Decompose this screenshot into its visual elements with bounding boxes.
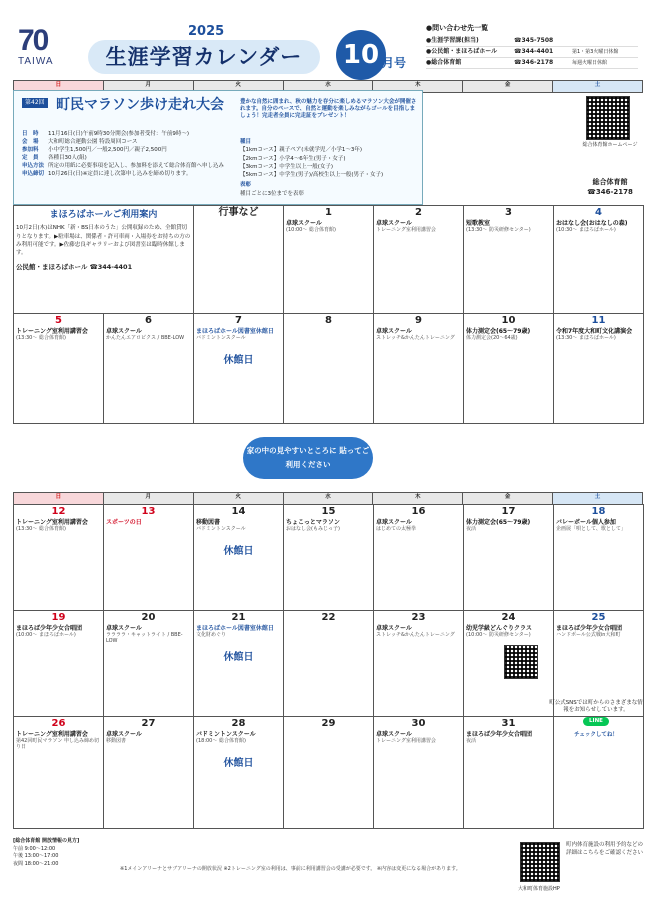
day-cell: 3 短歌教室 (13:30〜 防災研修センター) (464, 206, 554, 314)
day-cell: 11 令和7年度大和町文化講演会 (13:30〜 まほろばホール) (554, 314, 644, 424)
contact-row: ●総合体育館 ☎346-2178 毎週火曜日休館 (426, 58, 638, 69)
day-cell: 4 おはなし会(おはなしの森) (10:30〜 まほろばホール) (554, 206, 644, 314)
day-cell: 7 まほろばホール図書室休館日 バドミントンスクール 休館日 (194, 314, 284, 424)
notes: ※1メインアリーナとサブアリーナの開放状況 ※2トレーニング室の利用は、事前に利用講習会の受講が必要です。 ※内容は変更になる場合があります。 (120, 866, 461, 872)
week-row: 19 まほろば少年少女合唱団 (10:00〜 まほろばホール) 20 卓球スクール ララララ・キャットライト / BBE-LOW 21 まほろばホール図書室休館日 文化財めぐり 休館日 22 23 卓球スクール ストレッチ&かんたんトレーニング 24 幼児学級どんぐりクラス (10:00〜 防災研修センター) 25 まほろば少年少女合唱団 ハンドボール公式戦in大和町 (14, 611, 644, 717)
day-fri: 金 (463, 81, 553, 93)
day-cell: 10 体力測定会(65〜79歳) 体力測定会(20〜64歳) (464, 314, 554, 424)
day-sat: 土 (553, 81, 643, 93)
week-row (14, 314, 644, 424)
footer-hp: 大和町体育施設HP (518, 886, 560, 892)
logo-number: 70 (18, 24, 48, 57)
event-qr-code (504, 645, 538, 679)
day-cell: 2 卓球スクール トレーニング室利用講習会 (374, 206, 464, 314)
marathon-title: 町民マラソン歩け走れ大会 (56, 97, 224, 113)
day-cell: 5 トレーニング室利用講習会 (13:30〜 総合体育館) (14, 314, 104, 424)
contact-heading: ●問い合わせ先一覧 (426, 24, 489, 32)
week-row: 12 トレーニング室利用講習会 (13:30〜 総合体育館) 13 スポーツの日 14 移動図書 バドミントンスクール 休館日 15 ちょこっとマラソン おはなし会(もみじっ子) 16 卓球スクール はじめての太極拳 17 体力測定会(65〜79歳) 夜活 18 バレーボール個人参加 企画展「唄として、歌として」 (14, 505, 644, 611)
logo-text: TAIWA (18, 56, 54, 67)
marathon-info: 日 時 11月16日(日)午前9時30分開会(参加者受付：午前9時〜) 会 場 大和町総合運動公園 特設周回コース 参加料 小中学生1,500円／一般2,500円／親子2,500円 定 員 各種目30人(組) 申込方法 所定の用紙に必要事項を記入し、参加料を添えて総合体育館へ申し込み 申込締切 10月26日(日)※定員に達し次第申し込みを締め切ります。 (22, 131, 225, 177)
week-row: 26 トレーニング室利用講習会 第42回町民マラソン 申し込み締め切り日 27 卓球スクール 移動図書 28 バドミントンスクール (18:00〜 総合体育館) 休館日 29 30 卓球スクール トレーニング室利用講習会 31 まほろば少年少女合唱団 夜活 (14, 717, 644, 829)
line-button[interactable]: LINE (583, 717, 609, 726)
marathon-courses: 種目 【1kmコース】親子ペア(未就学児／小学1〜3年) 【2kmコース】小学4〜6年生(男子・女子) 【3kmコース】中学生以上一般(女子) 【5kmコース】中学生(男子)/高校生以上一般(男子・女子) 表彰 種目ごとに3位までを表彰 (240, 139, 384, 197)
contact-list (426, 24, 638, 69)
contact-row: ●生涯学習課(担当) ☎345-7508 (426, 36, 638, 47)
gym-hp-label: 総合体育館ホームページ (582, 142, 638, 148)
day-cell: 行事など (194, 206, 284, 314)
sns-box: 町公式SNSでは町からのさまざまな情報をお知らせしています。 LINE チェックしてね！ (549, 700, 643, 738)
day-cell: 9 卓球スクール ストレッチ&かんたんトレーニング (374, 314, 464, 424)
facility-qr-code (520, 842, 560, 882)
day-mon: 月 (103, 81, 193, 93)
day-cell: 8 (284, 314, 374, 424)
day-wed: 水 (283, 81, 373, 93)
day-cell: 6 卓球スクール かんたんエアロビクス / BBE-LOW (104, 314, 194, 424)
info-box: まほろばホールご利用案内 10月2日(木)はNHK「新・BS日本のうた」公開収録のため、全館貸切りとなります。▶駐車場は、関係者・許可車両・入場券をお持ちの方のみ利用可能です。▶佐藤忠良ギャラリーおよび図書室は臨時休館します。 公民館・まほろばホール ☎344-4401 (14, 206, 194, 314)
gym-qr-code (586, 96, 630, 140)
marathon-tag: 第42回 (22, 98, 48, 108)
page-title: 生涯学習カレンダー (88, 40, 320, 74)
marathon-box (13, 90, 423, 205)
footer-text: 町内体育施設の利用予約などの詳細はこちらをご確認ください (566, 842, 644, 856)
day-sun: 日 (14, 81, 104, 93)
day-thu: 木 (373, 81, 463, 93)
week-1 (13, 205, 644, 314)
day-tue: 火 (193, 81, 283, 93)
gym-name: 総合体育館 (592, 178, 628, 186)
gym-phone: ☎346-2178 (587, 188, 633, 196)
marathon-desc: 豊かな自然に囲まれ、秋の魅力を存分に楽しめるマラソン大会が開催されます。自分のペースで、自然と運動を楽しみながらゴールを目指しましょう！完走者全員に完走証をプレゼント！ (240, 99, 417, 119)
gym-legend: [総合体育館 開放情報の見方] 午前 9:00〜12:00 午後 13:00〜17:00 夜間 18:00〜21:00 (13, 838, 80, 867)
month-badge: 10 (336, 30, 386, 80)
month-suffix: 月号 (382, 56, 407, 70)
post-notice-bubble: 家の中の見やすいところに 貼ってご利用ください (243, 437, 373, 479)
week-rows-1 (13, 313, 644, 424)
day-cell: 1 卓球スクール (10:00〜 総合体育館) (284, 206, 374, 314)
day-header-bottom: 日 月 火 水 木 金 土 (13, 492, 643, 505)
contact-row: ●公民館・まほろばホール ☎344-4401 第1・第3火曜日休館 (426, 47, 638, 58)
logo (18, 26, 80, 66)
year: 2025 (188, 24, 225, 39)
